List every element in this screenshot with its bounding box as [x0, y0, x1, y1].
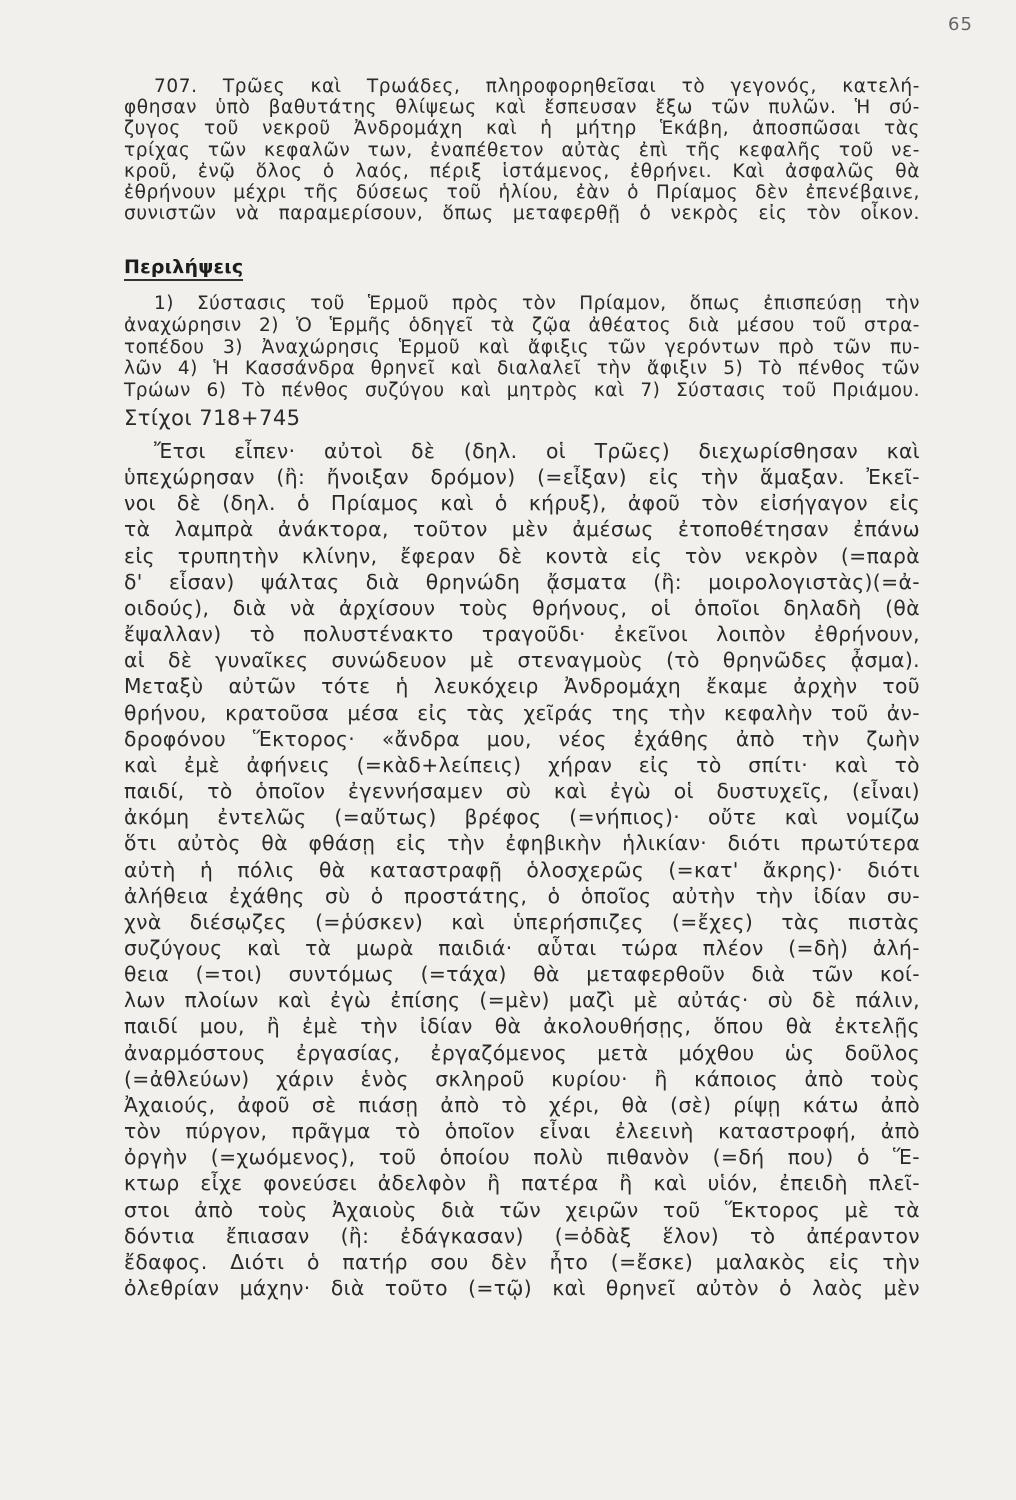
text-line: τοπέδου 3) Ἀναχώρησις Ἑρμοῦ καὶ ἄφιξις τῶν γερόντων πρὸ τῶν πυ- [124, 336, 920, 358]
translation-paragraph [124, 438, 920, 1301]
text-line: χνὰ διέσῳζες (=ῥύσκεν) καὶ ὑπερήσπιζες (=ἔχες) τὰς πιστὰς [124, 909, 920, 934]
text-line: Τρώων 6) Τὸ πένθος συζύγου καὶ μητρὸς καὶ 7) Σύστασις τοῦ Πριάμου. [124, 380, 920, 402]
text-line: δόντια ἔπιασαν (ἢ: ἐδάγκασαν) (=ὀδὰξ ἕλον) τὸ ἀπέραντον [124, 1223, 920, 1248]
text-line: αὐτὴ ἡ πόλις θὰ καταστραφῇ ὁλοσχερῶς (=κατ' ἄκρης)· διότι [124, 857, 920, 882]
verses-title: Στίχοι 718+745 [124, 406, 301, 430]
text-line: κροῦ, ἐνῷ ὅλος ὁ λαός, πέριξ ἱστάμενος, ἐθρήνει. Καὶ ἀσφαλῶς θὰ [124, 160, 920, 182]
text-line: ἐθρήνουν μέχρι τῆς δύσεως τοῦ ἡλίου, ἐὰν ὁ Πρίαμος δὲν ἐπενέβαινε, [124, 182, 920, 204]
text-line: 707. Τρῶες καὶ Τρωάδες, πληροφορηθεῖσαι τὸ γεγονός, κατελή- [154, 76, 920, 97]
text-line: ὑπεχώρησαν (ἢ: ἤνοιξαν δρόμον) (=εἶξαν) εἰς τὴν ἅμαξαν. Ἐκεῖ- [124, 465, 920, 490]
text-line: τρίχας τῶν κεφαλῶν των, ἐναπέθετον αὐτὰς ἐπὶ τῆς κεφαλῆς τοῦ νε- [124, 139, 920, 161]
page-number: 65 [948, 14, 973, 35]
text-line: Ἔτσι εἶπεν· αὐτοὶ δὲ (δηλ. οἱ Τρῶες) διεχωρίσθησαν καὶ [154, 439, 920, 463]
text-line: λων πλοίων καὶ ἐγὼ ἐπίσης (=μὲν) μαζὶ μὲ αὐτάς· σὺ δὲ πάλιν, [124, 988, 920, 1013]
text-line: θεια (=τοι) συντόμως (=τάχα) θὰ μεταφερθοῦν διὰ τῶν κοί- [124, 962, 920, 987]
text-line: κτωρ εἶχε φονεύσει ἀδελφὸν ἢ πατέρα ἢ καὶ υἱόν, ἐπειδὴ πλεῖ- [124, 1171, 920, 1196]
text-line: δ' εἷσαν) ψάλτας διὰ θρηνώδη ᾄσματα (ἢ: μοιρολογιστὰς)(=ἀ- [124, 569, 920, 594]
text-line: ἀναχώρησιν 2) Ὁ Ἑρμῆς ὁδηγεῖ τὰ ζῷα ἀθέατος διὰ μέσου τοῦ στρα- [124, 314, 920, 336]
text-line: ἔδαφος. Διότι ὁ πατήρ σου δὲν ἦτο (=ἔσκε) μαλακὸς εἰς τὴν [124, 1249, 920, 1274]
summary-heading: Περιλήψεις [124, 256, 243, 281]
text-line: ἔψαλλαν) τὸ πολυστένακτο τραγοῦδι· ἐκεῖνοι λοιπὸν ἐθρήνουν, [124, 622, 920, 647]
text-line: θρήνου, κρατοῦσα μέσα εἰς τὰς χεῖράς της τὴν κεφαλὴν τοῦ ἀν- [124, 700, 920, 725]
text-line: καὶ ἐμὲ ἀφήνεις (=κὰδ+λείπεις) χήραν εἰς τὸ σπίτι· καὶ τὸ [124, 752, 920, 777]
text-line: συνιστῶν νὰ παραμερίσουν, ὅπως μεταφερθῇ ὁ νεκρὸς εἰς τὸν οἶκον. [124, 203, 920, 225]
text-line: (=ἀθλεύων) χάριν ἑνὸς σκληροῦ κυρίου· ἢ κάποιος ἀπὸ τοὺς [124, 1066, 920, 1091]
text-line: 1) Σύστασις τοῦ Ἑρμοῦ πρὸς τὸν Πρίαμον, ὅπως ἐπισπεύσῃ τὴν [154, 293, 920, 314]
text-line: ζυγος τοῦ νεκροῦ Ἀνδρομάχη καὶ ἡ μήτηρ Ἑκάβη, ἀποσπῶσαι τὰς [124, 118, 920, 140]
text-line: δροφόνου Ἕκτορος· «ἄνδρα μου, νέος ἐχάθης ἀπὸ τὴν ζωὴν [124, 726, 920, 751]
text-line: τὰ λαμπρὰ ἀνάκτορα, τοῦτον μὲν ἀμέσως ἐτοποθέτησαν ἐπάνω [124, 517, 920, 542]
text-line: ἀναρμόστους ἐργασίας, ἐργαζόμενος μετὰ μόχθου ὡς δοῦλος [124, 1040, 920, 1065]
paragraph-707 [124, 76, 920, 224]
text-line: ὀργὴν (=χωόμενος), τοῦ ὁποίου πολὺ πιθανὸν (=δή που) ὁ Ἕ- [124, 1145, 920, 1170]
text-line: οιδούς), διὰ νὰ ἀρχίσουν τοὺς θρήνους, οἱ ὁποῖοι δηλαδὴ (θὰ [124, 595, 920, 620]
text-line: λῶν 4) Ἡ Κασσάνδρα θρηνεῖ καὶ διαλαλεῖ τὴν ἄφιξιν 5) Τὸ πένθος τῶν [124, 358, 920, 380]
text-line: ἀλήθεια ἐχάθης σὺ ὁ προστάτης, ὁ ὁποῖος αὐτὴν τὴν ἰδίαν συ- [124, 883, 920, 908]
text-line: φθησαν ὑπὸ βαθυτάτης θλίψεως καὶ ἔσπευσαν ἔξω τῶν πυλῶν. Ἡ σύ- [124, 97, 920, 119]
text-line: στοι ἀπὸ τοὺς Ἀχαιοὺς διὰ τῶν χειρῶν τοῦ Ἕκτορος μὲ τὰ [124, 1197, 920, 1222]
text-line: παιδί μου, ἢ ἐμὲ τὴν ἰδίαν θὰ ἀκολουθήσῃς, ὅπου θὰ ἐκτελῇς [124, 1014, 920, 1039]
text-line: ἀκόμη ἐντελῶς (=αὔτως) βρέφος (=νήπιος)· οὔτε καὶ νομίζω [124, 805, 920, 830]
text-line: εἰς τρυπητὴν κλίνην, ἔφεραν δὲ κοντὰ εἰς τὸν νεκρὸν (=παρὰ [124, 543, 920, 568]
text-line: Ἀχαιούς, ἀφοῦ σὲ πιάσῃ ἀπὸ τὸ χέρι, θὰ (σὲ) ρίψῃ κάτω ἀπὸ [124, 1092, 920, 1117]
text-line: τὸν πύργον, πρᾶγμα τὸ ὁποῖον εἶναι ἐλεεινὴ καταστροφή, ἀπὸ [124, 1119, 920, 1144]
text-line: Μεταξὺ αὐτῶν τότε ἡ λευκόχειρ Ἀνδρομάχη ἔκαμε ἀρχὴν τοῦ [124, 674, 920, 699]
text-line: παιδί, τὸ ὁποῖον ἐγεννήσαμεν σὺ καὶ ἐγὼ οἱ δυστυχεῖς, (εἶναι) [124, 779, 920, 804]
summary-paragraph [124, 293, 920, 402]
text-line: συζύγους καὶ τὰ μωρὰ παιδιά· αὗται τώρα πλέον (=δὴ) ἀλή- [124, 935, 920, 960]
text-line: ὀλεθρίαν μάχην· διὰ τοῦτο (=τῷ) καὶ θρηνεῖ αὐτὸν ὁ λαὸς μὲν [124, 1276, 920, 1300]
text-line: ὅτι αὐτὸς θὰ φθάσῃ εἰς τὴν ἐφηβικὴν ἡλικίαν· διότι πρωτύτερα [124, 831, 920, 856]
text-line: αἱ δὲ γυναῖκες συνώδευον μὲ στεναγμοὺς (τὸ θρηνῶδες ᾆσμα). [124, 648, 920, 673]
text-line: νοι δὲ (δηλ. ὁ Πρίαμος καὶ ὁ κήρυξ), ἀφοῦ τὸν εἰσήγαγον εἰς [124, 491, 920, 516]
